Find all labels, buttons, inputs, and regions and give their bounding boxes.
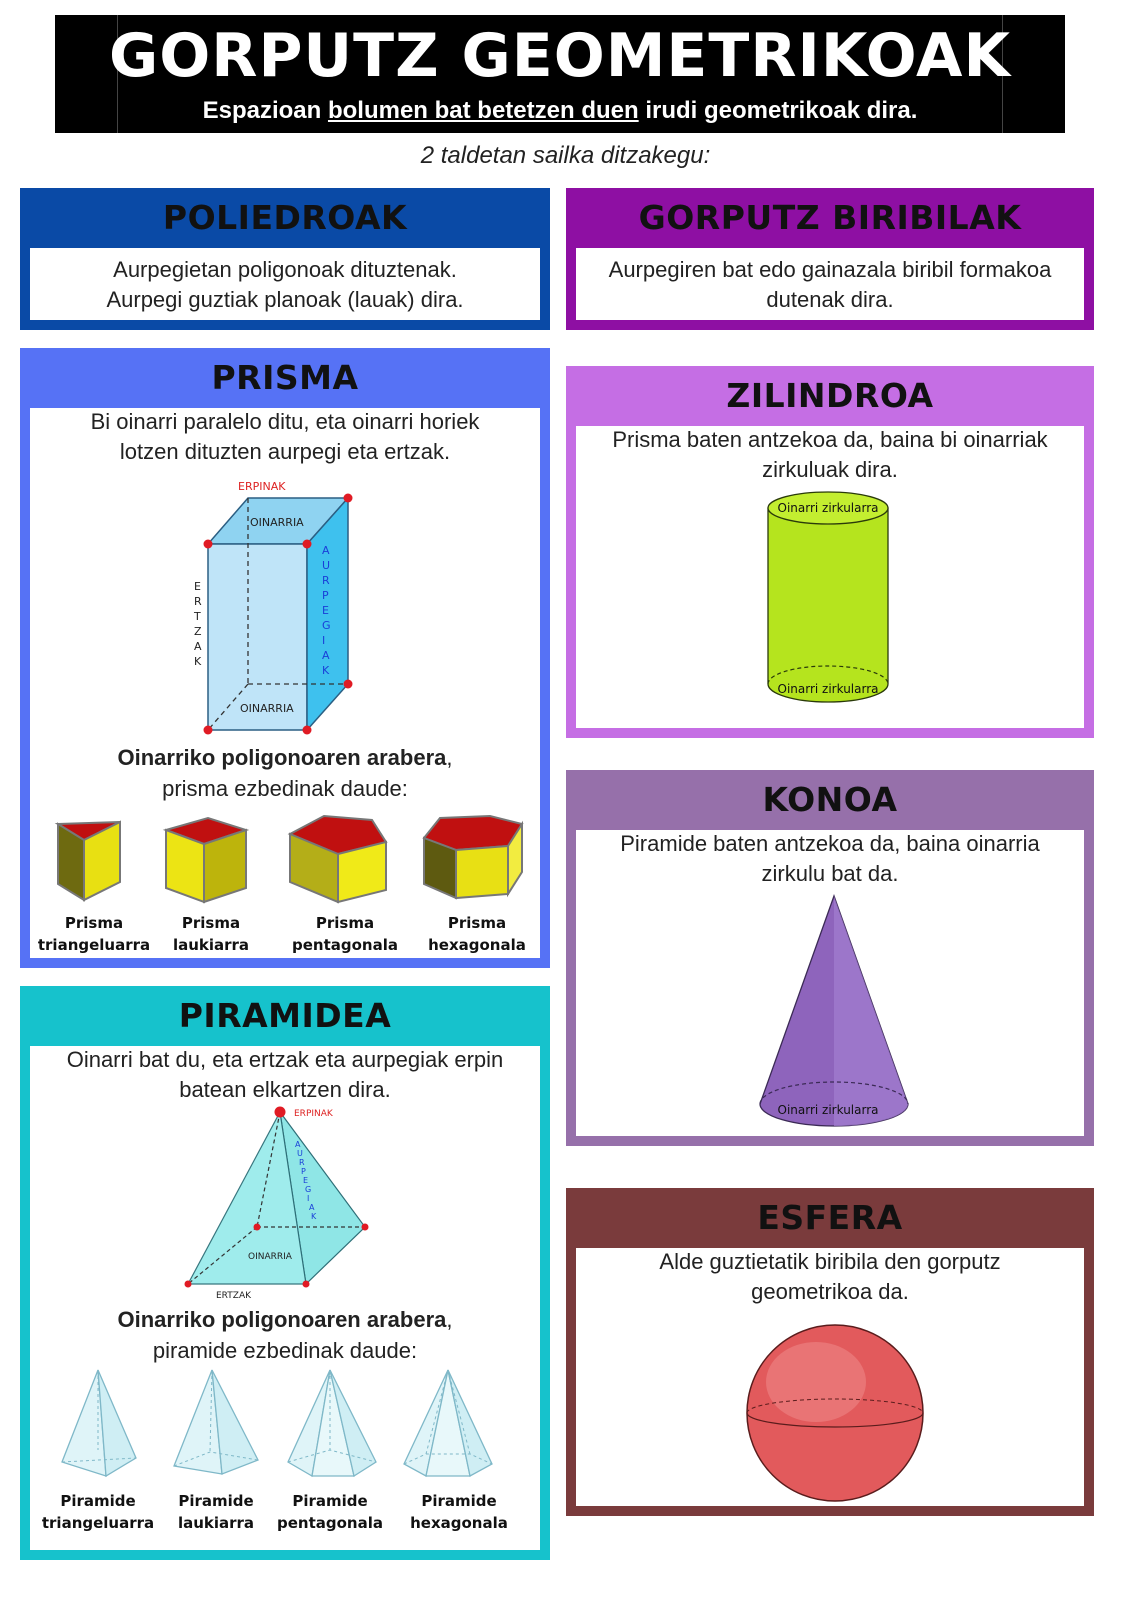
triangular-pyramid-icon — [56, 1366, 140, 1482]
square-pyramid-icon — [170, 1366, 262, 1478]
prism-diagram — [180, 478, 400, 740]
esfera-panel — [566, 1188, 1094, 1516]
description-line: lotzen dituzten aurpegi eta ertzak. — [119, 439, 451, 464]
svg-text:K: K — [311, 1212, 317, 1221]
panel-title: PIRAMIDEA — [178, 996, 392, 1035]
description-line: Prisma baten antzekoa da, baina bi oinarriak — [612, 427, 1048, 452]
types-subheading: piramide ezbedinak daude: — [152, 1338, 418, 1363]
label-oinarria-bottom: OINARRIA — [240, 702, 294, 715]
pentagonal-prism-icon — [286, 812, 390, 906]
panel-title: GORPUTZ BIRIBILAK — [638, 198, 1022, 237]
pyramid-caption-square: Piramide laukiarra — [177, 1492, 255, 1532]
svg-text:E: E — [322, 604, 329, 617]
panel-body — [30, 1046, 540, 1550]
pyramid-caption-triangular: Piramide triangeluarra — [41, 1492, 155, 1532]
sphere-highlight — [766, 1342, 866, 1422]
panel-body — [576, 830, 1084, 1136]
svg-text:A: A — [194, 640, 202, 653]
panel-title: POLIEDROAK — [162, 198, 408, 237]
types-heading — [30, 1304, 540, 1335]
panel-body — [576, 1248, 1084, 1506]
biribilak-panel — [566, 188, 1094, 330]
intro-text: 2 taldetan sailka ditzakegu: — [420, 142, 711, 169]
svg-text:K: K — [322, 664, 330, 677]
svg-text:Z: Z — [194, 625, 202, 638]
panel-body — [30, 248, 540, 320]
panel-body — [30, 408, 540, 958]
description-line: Aurpegietan poligonoak dituztenak. — [113, 257, 457, 282]
hexagonal-prism-icon — [420, 812, 526, 902]
label-bottom-base: Oinarri zirkularra — [777, 682, 879, 696]
panel-title: ZILINDROA — [726, 376, 934, 415]
description-line: geometrikoa da. — [751, 1279, 909, 1304]
label-top-base: Oinarri zirkularra — [777, 501, 879, 515]
svg-text:U: U — [322, 559, 331, 572]
svg-text:R: R — [299, 1158, 305, 1167]
description-line: Aurpegiren bat edo gainazala biribil formakoa — [608, 257, 1052, 282]
label-erpinak: ERPINAK — [294, 1109, 333, 1119]
prism-caption-triangular: Prisma triangeluarra — [37, 914, 151, 954]
svg-text:A: A — [295, 1140, 301, 1149]
sphere-diagram — [744, 1322, 926, 1504]
panel-title: KONOA — [762, 780, 898, 819]
panel-title: PRISMA — [211, 358, 359, 397]
prism-caption-hexagonal: Prisma hexagonala — [428, 914, 526, 954]
subtitle-text: Espazioan — [202, 97, 328, 124]
description-line: zirkulu bat da. — [761, 861, 899, 886]
panel-body — [576, 426, 1084, 728]
label-oinarria: OINARRIA — [248, 1252, 292, 1262]
prism-caption-pentagonal: Prisma pentagonala — [292, 914, 398, 954]
description-line: batean elkartzen dira. — [179, 1077, 391, 1102]
svg-text:G: G — [305, 1185, 312, 1194]
svg-text:I: I — [307, 1194, 310, 1203]
prism-caption-square: Prisma laukiarra — [172, 914, 250, 954]
svg-text:A: A — [322, 544, 330, 557]
description-line: Bi oinarri paralelo ditu, eta oinarri horiek — [90, 409, 480, 434]
pentagonal-pyramid-icon — [284, 1366, 380, 1478]
page-title: GORPUTZ GEOMETRIKOAK — [109, 21, 1011, 91]
page-subtitle — [55, 97, 1065, 125]
description-line: Oinarri bat du, eta ertzak eta aurpegiak erpin — [66, 1047, 504, 1072]
svg-text:E: E — [303, 1176, 309, 1185]
svg-text:I: I — [322, 634, 326, 647]
cylinder-body — [768, 508, 888, 702]
types-subheading: prisma ezbedinak daude: — [162, 776, 408, 801]
types-heading — [30, 742, 540, 773]
cone-diagram — [754, 892, 914, 1130]
cone-highlight — [834, 896, 908, 1126]
square-prism-icon — [160, 814, 250, 906]
poliedroak-panel — [20, 188, 550, 330]
svg-text:R: R — [322, 574, 330, 587]
triangular-prism-icon — [54, 814, 124, 906]
piramidea-panel — [20, 986, 550, 1560]
subtitle-text: irudi geometrikoak dira. — [638, 97, 918, 124]
svg-text:K: K — [194, 655, 202, 668]
types-bold: Oinarriko poligonoaren arabera — [117, 1307, 447, 1332]
svg-text:P: P — [301, 1167, 306, 1176]
description-line: Piramide baten antzekoa da, baina oinarria — [620, 831, 1040, 856]
hexagonal-pyramid-icon — [400, 1366, 496, 1478]
pyramid-caption-pentagonal: Piramide pentagonala — [277, 1492, 383, 1532]
label-ertzak: ERTZAK — [216, 1291, 252, 1301]
description-line: Alde guztietatik biribila den gorputz — [659, 1249, 1001, 1274]
pyramid-caption-hexagonal: Piramide hexagonala — [410, 1492, 508, 1532]
label-ertzak — [193, 580, 202, 668]
prisma-panel — [20, 348, 550, 968]
zilindroa-panel — [566, 366, 1094, 738]
svg-text:A: A — [322, 649, 330, 662]
svg-text:E: E — [194, 580, 201, 593]
description-line: zirkuluak dira. — [762, 457, 898, 482]
types-bold: Oinarriko poligonoaren arabera — [117, 745, 447, 770]
svg-text:U: U — [297, 1149, 303, 1158]
header-banner — [55, 15, 1065, 133]
svg-text:R: R — [194, 595, 202, 608]
label-oinarria-top: OINARRIA — [250, 516, 304, 529]
label-erpinak: ERPINAK — [238, 480, 286, 493]
konoa-panel — [566, 770, 1094, 1146]
subtitle-underlined: bolumen bat betetzen duen — [327, 97, 639, 124]
pyramid-diagram — [180, 1102, 390, 1302]
description-line: Aurpegi guztiak planoak (lauak) dira. — [106, 287, 464, 312]
cylinder-diagram — [764, 490, 894, 710]
types-comma: , — [446, 745, 453, 770]
svg-text:T: T — [194, 610, 201, 623]
panel-body — [576, 248, 1084, 320]
svg-text:A: A — [309, 1203, 315, 1212]
svg-text:G: G — [322, 619, 331, 632]
types-comma: , — [446, 1307, 453, 1332]
label-base: Oinarri zirkularra — [777, 1103, 879, 1117]
panel-title: ESFERA — [757, 1198, 903, 1237]
description-line: dutenak dira. — [766, 287, 894, 312]
svg-text:P: P — [322, 589, 329, 602]
